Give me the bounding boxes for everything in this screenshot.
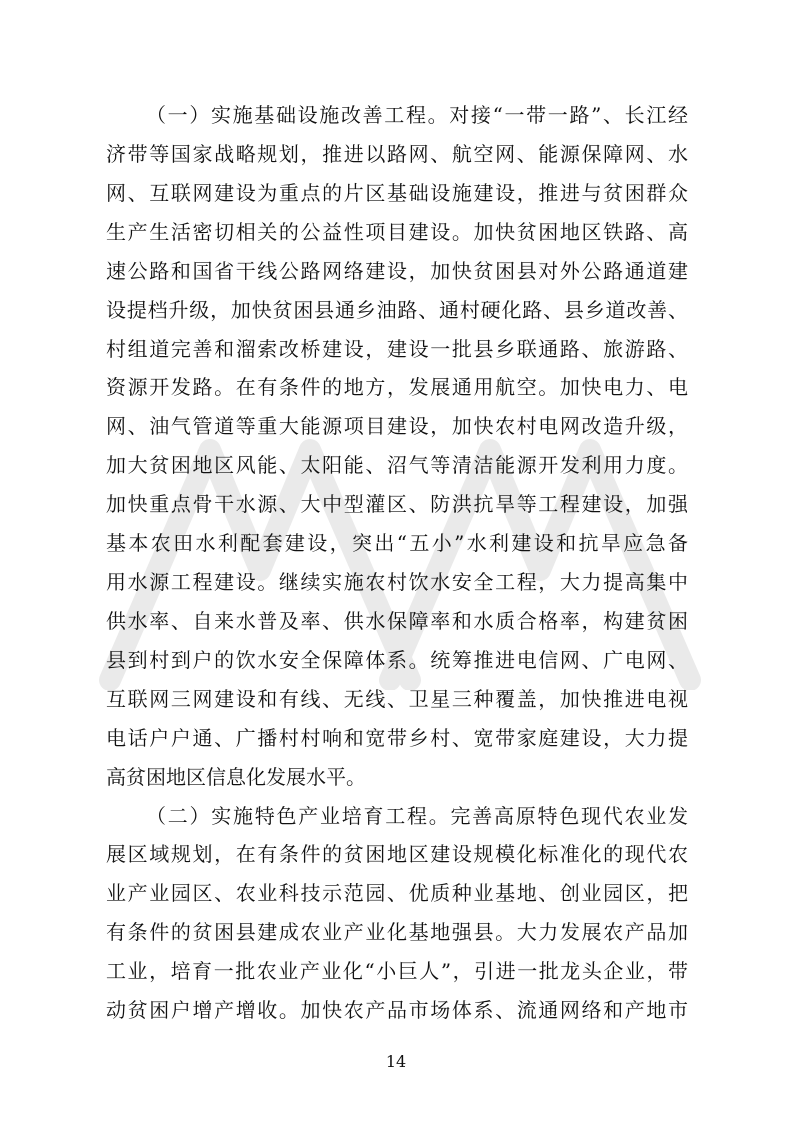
- paragraph-1-line-15: 县到村到户的饮水安全保障体系。统筹推进电信网、广电网、: [106, 647, 688, 672]
- paragraph-1-line-5: 速公路和国省干线公路网络建设，加快贫困县对外公路通道建: [106, 258, 688, 283]
- paragraph-2-line-4: 有条件的贫困县建成农业产业化基地强县。大力发展农产品加: [106, 920, 688, 945]
- paragraph-1-line-13: 用水源工程建设。继续实施农村饮水安全工程，大力提高集中: [106, 570, 688, 594]
- paragraph-1-line-8: 资源开发路。在有条件的地方，发展通用航空。加快电力、电: [106, 375, 688, 400]
- paragraph-2-line-6: 动贫困户增产增收。加快农产品市场体系、流通网络和产地市: [106, 998, 688, 1023]
- paragraph-1-line-10: 加大贫困地区风能、太阳能、沼气等清洁能源开发利用力度。: [106, 453, 688, 478]
- paragraph-2-line-2: 展区域规划，在有条件的贫困地区建设规模化标准化的现代农: [106, 842, 688, 867]
- paragraph-1-line-18: 高贫困地区信息化发展水平。: [106, 764, 366, 789]
- paragraph-1-line-9: 网、油气管道等重大能源项目建设，加快农村电网改造升级，: [106, 414, 688, 439]
- paragraph-2-line-3: 业产业园区、农业科技示范园、优质种业基地、创业园区，把: [106, 881, 688, 906]
- paragraph-1-line-3: 网、互联网建设为重点的片区基础设施建设，推进与贫困群众: [106, 180, 688, 205]
- paragraph-1-line-7: 村组道完善和溜索改桥建设，建设一批县乡联通路、旅游路、: [106, 336, 688, 361]
- paragraph-1-line-11: 加快重点骨干水源、大中型灌区、防洪抗旱等工程建设，加强: [106, 492, 688, 517]
- paragraph-1-line-2: 济带等国家战略规划，推进以路网、航空网、能源保障网、水: [106, 141, 688, 166]
- paragraph-1-line-16: 互联网三网建设和有线、无线、卫星三种覆盖，加快推进电视: [106, 686, 688, 711]
- paragraph-2-line-5: 工业，培育一批农业产业化“小巨人”，引进一批龙头企业，带: [106, 959, 688, 984]
- page-number: 14: [385, 1052, 407, 1071]
- paragraph-1-line-14: 供水率、自来水普及率、供水保障率和水质合格率，构建贫困: [106, 608, 688, 633]
- paragraph-1-line-1: （一）实施基础设施改善工程。对接“一带一路”、长江经: [146, 103, 688, 127]
- paragraph-1-line-12: 基本农田水利配套建设，突出“五小”水利建设和抗旱应急备: [106, 531, 688, 556]
- paragraph-1-line-6: 设提档升级，加快贫困县通乡油路、通村硬化路、县乡道改善、: [106, 297, 688, 322]
- paragraph-1-line-4: 生产生活密切相关的公益性项目建设。加快贫困地区铁路、高: [106, 219, 688, 244]
- paragraph-1-line-17: 电话户户通、广播村村响和宽带乡村、宽带家庭建设，大力提: [106, 725, 688, 750]
- paragraph-2-line-1: （二）实施特色产业培育工程。完善高原特色现代农业发: [146, 803, 688, 828]
